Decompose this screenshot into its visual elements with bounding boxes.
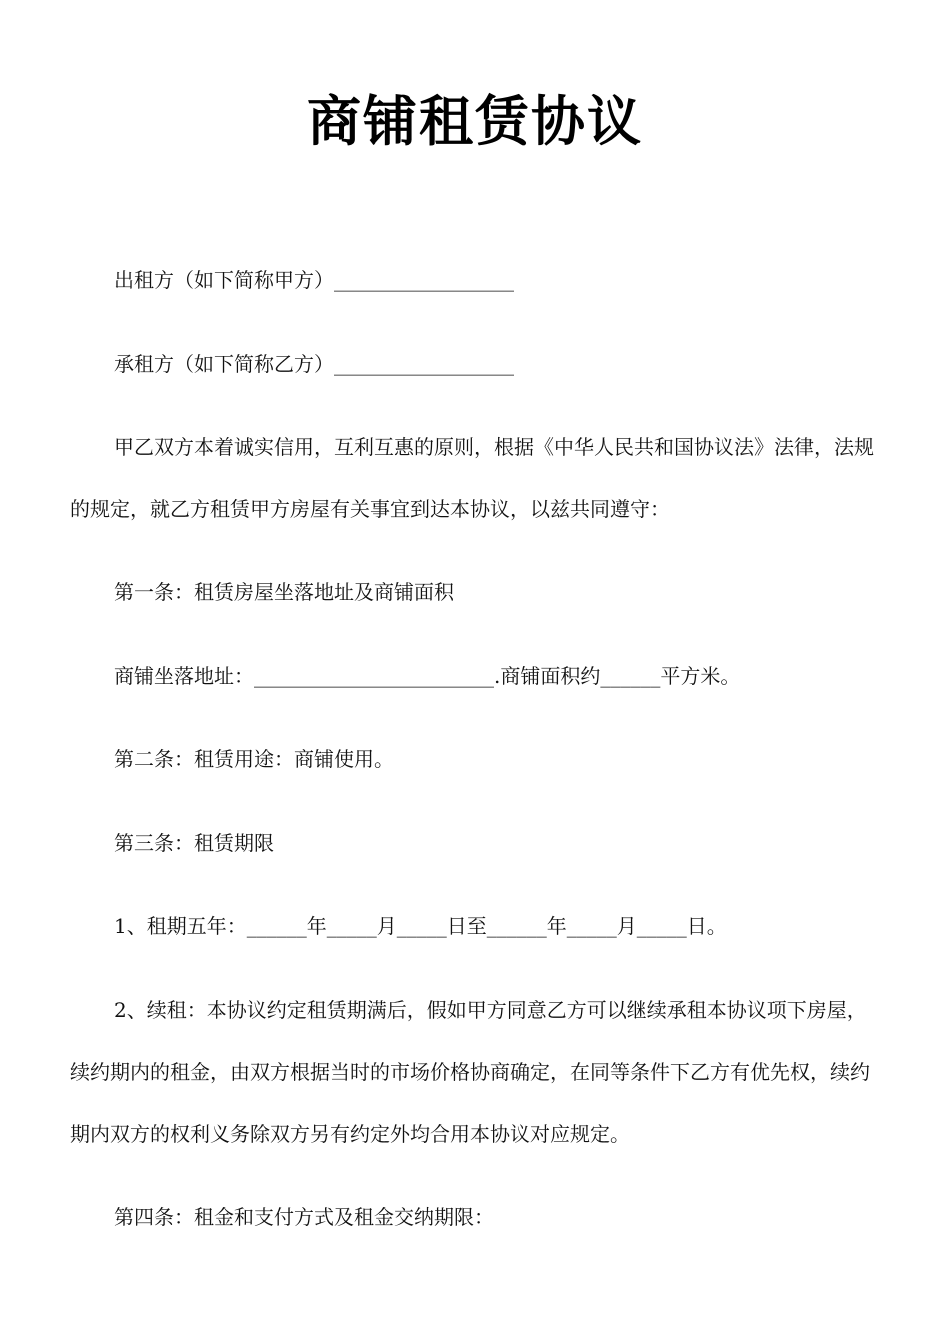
renewal-paragraph: 2、续租：本协议约定租赁期满后，假如甲方同意乙方可以继续承租本协议项下房屋，续约期内的租金，由双方根据当时的市场价格协商确定，在同等条件下乙方有优先权，续约期内双方的权利义务除双方另有约定外均合用本协议对应规定。 xyxy=(70,998,870,1146)
lessee-line: 承租方（如下简称乙方）__________________ xyxy=(114,352,514,376)
article-3-heading: 第三条：租赁期限 xyxy=(114,831,274,855)
lease-term-line: 1、租期五年：______年_____月_____日至______年_____月_____日。 xyxy=(114,914,727,938)
article-2-heading: 第二条：租赁用途：商铺使用。 xyxy=(114,747,394,771)
article-4-heading: 第四条：租金和支付方式及租金交纳期限： xyxy=(114,1205,494,1229)
lessor-line: 出租方（如下简称甲方）__________________ xyxy=(114,268,514,292)
document-title: 商铺租赁协议 xyxy=(307,90,643,153)
preamble-paragraph: 甲乙双方本着诚实信用，互利互惠的原则，根据《中华人民共和国协议法》法律，法规的规定，就乙方租赁甲方房屋有关事宜到达本协议，以兹共同遵守： xyxy=(70,435,874,521)
shop-address-line: 商铺坐落地址：________________________.商铺面积约______平方米。 xyxy=(114,664,741,688)
article-1-heading: 第一条：租赁房屋坐落地址及商铺面积 xyxy=(114,580,454,604)
